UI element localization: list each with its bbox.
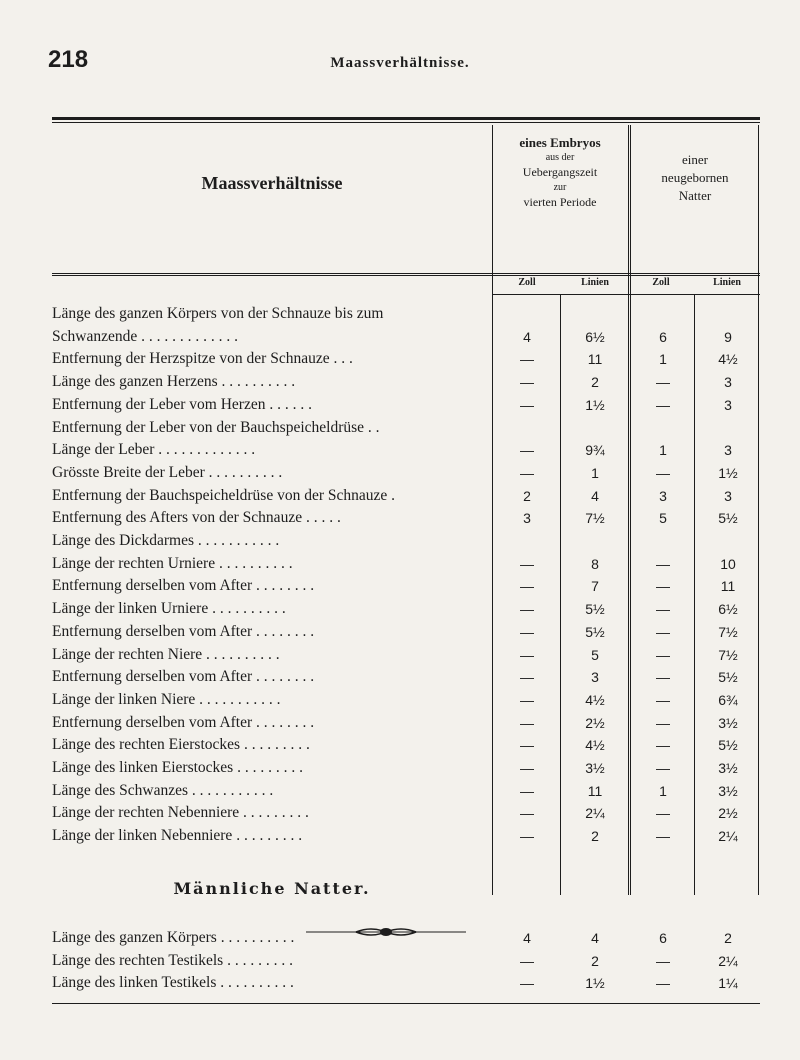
- row-label: Entfernung derselben vom After . . . . . . . .: [52, 622, 315, 640]
- value-cell: 3: [724, 442, 732, 459]
- value-cell: —: [656, 646, 670, 663]
- row-label: Länge des Schwanzes . . . . . . . . . . .: [52, 781, 274, 799]
- table-row: [52, 575, 760, 597]
- row-label: Länge des linken Eierstockes . . . . . . . . .: [52, 759, 303, 776]
- value-cell: 2: [523, 487, 531, 504]
- table-row: [52, 734, 760, 756]
- row-label: Entfernung der Herzspitze von der Schnauze . . .: [52, 350, 353, 368]
- value-cell: —: [656, 828, 670, 845]
- value-cell: 4: [523, 328, 531, 345]
- value-cell: 2½: [585, 714, 605, 731]
- row-label: Länge der linken Urniere . . . . . . . . . .: [52, 600, 286, 618]
- table-row: [52, 780, 760, 802]
- row-label: Entfernung der Leber vom Herzen . . . . . .: [52, 395, 312, 413]
- value-cell: —: [520, 952, 534, 969]
- value-cell: 8: [591, 555, 599, 572]
- row-label: Entfernung des Afters von der Schnauze . . . . .: [52, 509, 341, 527]
- value-cell: 5½: [718, 510, 738, 527]
- value-cell: 2: [591, 374, 599, 391]
- table-row: [52, 950, 760, 972]
- value-cell: —: [520, 464, 534, 481]
- row-label: Länge des rechten Testikels . . . . . . . . .: [52, 951, 293, 969]
- value-cell: —: [520, 714, 534, 731]
- value-cell: 3½: [585, 760, 605, 776]
- value-cell: —: [656, 975, 670, 992]
- running-head: Maassverhältnisse.: [330, 55, 470, 71]
- section-title: Männliche Natter.: [173, 879, 371, 898]
- value-cell: —: [656, 578, 670, 595]
- value-cell: 1½: [718, 464, 738, 481]
- header-separator: [52, 273, 760, 276]
- row-label: Länge der linken Niere . . . . . . . . . . .: [52, 690, 281, 708]
- measurements-table: [52, 117, 760, 992]
- value-cell: 1¼: [718, 975, 738, 992]
- embryo-line: vierten Periode: [523, 195, 597, 209]
- unit-label: Zoll: [518, 277, 536, 288]
- unit-label: Linien: [581, 277, 609, 288]
- value-cell: —: [656, 396, 670, 413]
- row-label: Grösste Breite der Leber . . . . . . . . . .: [52, 463, 283, 481]
- value-cell: 5½: [718, 737, 738, 754]
- value-cell: —: [656, 374, 670, 391]
- table-header: [52, 123, 760, 275]
- unit-label: Zoll: [652, 277, 670, 288]
- row-label: Entfernung derselben vom After . . . . . . . .: [52, 668, 315, 686]
- table-row: [52, 303, 760, 325]
- value-cell: 5½: [718, 669, 738, 686]
- value-cell: 1½: [585, 396, 605, 413]
- embryo-line: eines Embryos: [519, 135, 601, 150]
- natter-line: einer: [682, 152, 708, 167]
- value-cell: 3: [591, 669, 599, 686]
- value-cell: —: [520, 396, 534, 413]
- value-cell: —: [520, 805, 534, 822]
- value-cell: 6: [659, 328, 667, 345]
- table-row: [52, 712, 760, 734]
- table-row: [52, 417, 760, 439]
- row-label: Schwanzende . . . . . . . . . . . . .: [52, 327, 238, 345]
- row-label: Entfernung derselben vom After . . . . . . . .: [52, 713, 315, 731]
- value-cell: —: [656, 805, 670, 822]
- value-cell: —: [520, 828, 534, 845]
- value-cell: —: [656, 691, 670, 708]
- row-label: Länge des ganzen Körpers . . . . . . . . . .: [52, 929, 295, 946]
- value-cell: —: [520, 601, 534, 618]
- embryo-line: aus der: [545, 152, 575, 163]
- table-row: [52, 825, 760, 847]
- value-cell: 11: [587, 351, 603, 368]
- row-label: Länge der linken Nebenniere . . . . . . . . .: [52, 827, 303, 845]
- embryo-column-header: [492, 135, 628, 210]
- value-cell: 4½: [585, 737, 605, 754]
- table-row: [52, 802, 760, 824]
- value-cell: —: [656, 952, 670, 969]
- value-cell: —: [656, 623, 670, 640]
- value-cell: 2¼: [718, 828, 738, 845]
- table-row: [52, 621, 760, 643]
- value-cell: 9: [724, 328, 732, 345]
- value-cell: —: [520, 646, 534, 663]
- table-row: [52, 326, 760, 348]
- table-row: [52, 644, 760, 666]
- value-cell: 11: [720, 578, 736, 595]
- value-cell: —: [520, 623, 534, 640]
- value-cell: 4½: [585, 691, 605, 708]
- row-label: Länge des ganzen Körpers von der Schnauze bis zum: [52, 305, 384, 322]
- row-label: Länge des rechten Eierstockes . . . . . . . . .: [52, 736, 310, 754]
- value-cell: 6½: [585, 328, 605, 345]
- value-cell: 6: [659, 930, 667, 946]
- value-cell: 2: [724, 930, 732, 946]
- value-cell: 3½: [718, 760, 738, 776]
- value-cell: 3: [724, 396, 732, 413]
- table-row: [52, 598, 760, 620]
- row-label: Länge des linken Testikels . . . . . . . . . .: [52, 974, 294, 992]
- value-cell: —: [520, 374, 534, 391]
- row-label: Entfernung der Bauchspeicheldrüse von der Schnauze .: [52, 486, 396, 504]
- value-cell: 1: [659, 442, 667, 459]
- table-row: [52, 394, 760, 416]
- value-cell: 3½: [718, 782, 738, 799]
- table-row: [52, 972, 760, 994]
- value-cell: 3: [724, 487, 732, 504]
- value-cell: —: [520, 351, 534, 368]
- top-rule: [52, 117, 760, 120]
- table-row: [52, 757, 760, 779]
- value-cell: 7: [591, 578, 599, 595]
- table-row: [52, 485, 760, 507]
- value-cell: —: [656, 737, 670, 754]
- value-cell: —: [520, 782, 534, 799]
- value-cell: 1: [591, 464, 599, 481]
- value-cell: —: [656, 464, 670, 481]
- embryo-line: Uebergangszeit: [522, 165, 598, 179]
- value-cell: —: [520, 442, 534, 459]
- value-cell: 3½: [718, 714, 738, 731]
- row-label: Länge des Dickdarmes . . . . . . . . . . .: [52, 532, 280, 549]
- value-cell: —: [520, 555, 534, 572]
- value-cell: —: [656, 714, 670, 731]
- value-cell: 1: [659, 782, 667, 799]
- value-cell: 2½: [718, 805, 738, 822]
- table-row: [52, 507, 760, 529]
- value-cell: —: [520, 669, 534, 686]
- unit-label: Linien: [713, 277, 741, 288]
- value-cell: 4: [523, 930, 531, 946]
- value-cell: 4½: [718, 351, 738, 368]
- row-label: Entfernung der Leber von der Bauchspeicheldrüse . .: [52, 418, 380, 436]
- row-label: Länge der rechten Niere . . . . . . . . . .: [52, 645, 280, 663]
- value-cell: 4: [591, 487, 599, 504]
- table-row: [52, 348, 760, 370]
- table-row: [52, 462, 760, 484]
- natter-line: neugebornen: [661, 170, 729, 185]
- row-label: Länge der rechten Urniere . . . . . . . . . .: [52, 554, 293, 572]
- value-cell: —: [656, 669, 670, 686]
- table-row: [52, 439, 760, 461]
- value-cell: 10: [720, 555, 736, 572]
- table-title: Maassverhältnisse: [201, 173, 343, 193]
- bottom-rule: [52, 1003, 760, 1004]
- value-cell: —: [656, 760, 670, 776]
- value-cell: —: [520, 737, 534, 754]
- row-label: Länge der rechten Nebenniere . . . . . . . . .: [52, 804, 309, 822]
- value-cell: 6¾: [718, 691, 738, 708]
- value-cell: 9¾: [585, 442, 605, 459]
- value-cell: —: [656, 555, 670, 572]
- row-label: Länge der Leber . . . . . . . . . . . . .: [52, 441, 256, 459]
- table-row: [52, 666, 760, 688]
- value-cell: —: [520, 578, 534, 595]
- natter-line: Natter: [678, 188, 712, 203]
- row-label: Länge des ganzen Herzens . . . . . . . . . .: [52, 373, 296, 391]
- table-row: [52, 553, 760, 575]
- value-cell: 5: [659, 510, 667, 527]
- table-row: [52, 689, 760, 711]
- value-cell: 7½: [718, 623, 738, 640]
- value-cell: 2¼: [585, 805, 605, 822]
- row-label: Entfernung derselben vom After . . . . . . . .: [52, 577, 315, 595]
- value-cell: 7½: [718, 646, 738, 663]
- page-number: 218: [48, 46, 89, 73]
- value-cell: 2: [591, 828, 599, 845]
- natter-column-header: [630, 151, 760, 205]
- ornament-divider: [306, 926, 466, 938]
- value-cell: 5½: [585, 623, 605, 640]
- value-cell: 5½: [585, 601, 605, 618]
- table-row: [52, 530, 760, 552]
- value-cell: —: [656, 601, 670, 618]
- table-row: [52, 371, 760, 393]
- value-cell: 4: [591, 930, 599, 946]
- value-cell: —: [520, 975, 534, 992]
- value-cell: —: [520, 691, 534, 708]
- value-cell: 1: [659, 351, 667, 368]
- unit-underline: [492, 294, 760, 295]
- value-cell: 2¼: [718, 952, 738, 969]
- embryo-line: zur: [553, 182, 567, 193]
- value-cell: 11: [587, 782, 603, 799]
- value-cell: 5: [591, 646, 599, 663]
- value-cell: 1½: [585, 975, 605, 992]
- value-cell: 3: [659, 487, 667, 504]
- value-cell: 3: [523, 510, 531, 527]
- value-cell: 3: [724, 374, 732, 391]
- value-cell: 6½: [718, 601, 738, 618]
- value-cell: 2: [591, 952, 599, 969]
- value-cell: 7½: [585, 510, 605, 527]
- value-cell: —: [520, 760, 534, 776]
